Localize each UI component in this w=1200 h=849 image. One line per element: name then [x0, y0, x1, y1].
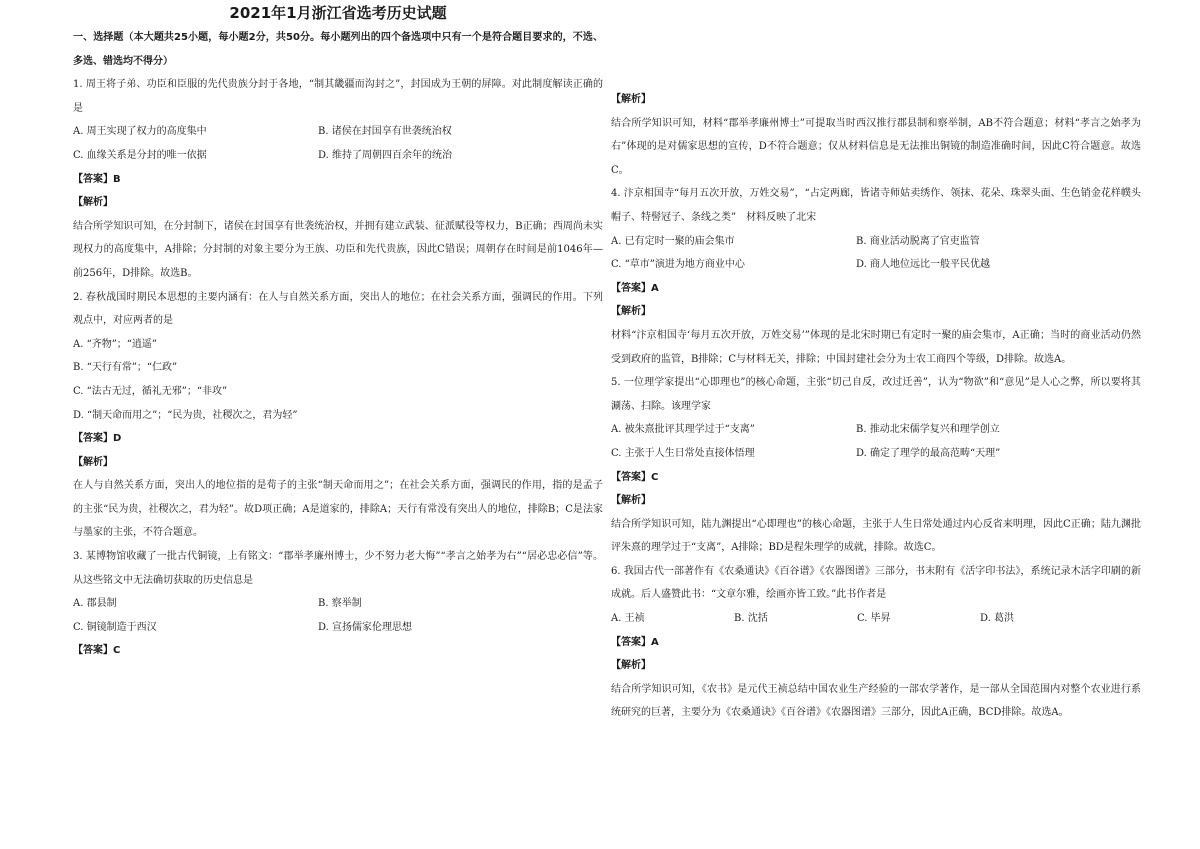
- q3-options-row1: [73, 592, 603, 616]
- q1-stem: 1. 周王将子弟、功臣和臣服的先代贵族分封于各地，“制其畿疆而沟封之”，封国成为王朝的屏障。对此制度解读正确的是: [73, 79, 603, 114]
- q1-options-row2: [73, 144, 603, 168]
- q1-option-c: C. 血缘关系是分封的唯一依据: [73, 149, 207, 161]
- q4-answer: 【答案】A: [611, 282, 659, 294]
- q3-option-b: B. 察举制: [318, 598, 362, 610]
- q2-option-b: B. “天行有常”；“仁政”: [73, 362, 178, 374]
- q4-option-d: D. 商人地位远比一般平民优越: [856, 259, 991, 271]
- q5-options-row1: [611, 418, 1141, 442]
- q3-options-row2: [73, 616, 603, 640]
- q6-answer: 【答案】A: [611, 636, 659, 648]
- q4-options-row1: [611, 230, 1141, 254]
- right-column: [611, 0, 1141, 725]
- q5-option-d: D. 确定了理学的最高范畴“天理”: [856, 447, 1001, 459]
- q3-option-d: D. 宣扬儒家伦理思想: [318, 621, 413, 633]
- q6-analysis: 结合所学知识可知，《农书》是元代王祯总结中国农业生产经验的一部农学著作，是一部从全国范围内对整个农业进行系统研究的巨著，主要分为《农桑通诀》《百谷谱》《农器图谱》三部分，因此A正确，BCD排除。故选A。: [611, 683, 1141, 719]
- q5-option-c: C. 主张于人生日常处直接体悟理: [611, 447, 755, 459]
- q1-option-d: D. 维持了周朝四百余年的统治: [318, 149, 453, 161]
- q2-analysis: 在人与自然关系方面，突出人的地位指的是荀子的主张“制天命而用之”；在社会关系方面，强调民的作用，指的是孟子的主张“民为贵，社稷次之，君为轻”。故D项正确；A是道家的，排除A；天行有常没有突出人的地位，排除B；C是法家与墨家的主张，不符合题意。: [73, 480, 603, 539]
- q3-stem: 3. 某博物馆收藏了一批古代铜镜，上有铭文：“郡举孝廉州博士，少不努力老大悔”“孝言之始孝为右”“居必忠必信”等。从这些铭文中无法确切获取的历史信息是: [73, 551, 603, 586]
- q5-analysis: 结合所学知识可知，陆九渊提出“心即理也”的核心命题，主张于人生日常处通过内心反省来明理，因此C正确；陆九渊批评朱熹的理学过于“支离”，A排除；BD是程朱理学的成就，排除。故选C。: [611, 518, 1141, 554]
- left-column: [73, 0, 603, 663]
- q5-options-row2: [611, 442, 1141, 466]
- q4-option-c: C. “草市”演进为地方商业中心: [611, 259, 745, 271]
- q6-options-row: [611, 607, 1141, 631]
- q6-stem: 6. 我国古代一部著作有《农桑通诀》《百谷谱》《农器图谱》三部分，书末附有《活字印书法》，系统记录木活字印刷的新成就。后人盛赞此书：“文章尔雅，绘画亦皆工致。”此书作者是: [611, 565, 1141, 601]
- q2-answer: 【答案】D: [73, 433, 122, 445]
- q4-analysis-label: 【解析】: [611, 306, 651, 318]
- q1-analysis: 结合所学知识可知，在分封制下，诸侯在封国享有世袭统治权，并拥有建立武装、征派赋役等权力，B正确；西周尚未实现权力的高度集中，A排除；分封制的对象主要分为王族、功臣和先代贵族，因此C错误；周朝存在时间是前1046年—前256年，D排除。故选B。: [73, 220, 603, 279]
- q5-stem: 5. 一位理学家提出“心即理也”的核心命题，主张“切己自反，改过迁善”，认为“物欲”和“意见”是人心之弊，所以要将其涮荡、扫除。该理学家: [611, 377, 1141, 412]
- q1-option-b: B. 诸侯在封国享有世袭统治权: [318, 126, 452, 138]
- q5-option-a: A. 被朱熹批评其理学过于“支离”: [611, 424, 755, 436]
- page-title: 2021年1月浙江省选考历史试题: [229, 4, 447, 22]
- q3-analysis: 结合所学知识可知，材料“郡举孝廉州博士”可提取当时西汉推行郡县制和察举制，AB不符合题意；材料“孝言之始孝为右”体现的是对儒家思想的宣传，D不符合题意；仅从材料信息是无法推出铜镜的制造准确时间，因此C符合题意。故选C。: [611, 117, 1141, 176]
- q2-stem: 2. 春秋战国时期民本思想的主要内涵有：在人与自然关系方面，突出人的地位；在社会关系方面，强调民的作用。下列观点中，对应两者的是: [73, 291, 603, 327]
- q5-option-b: B. 推动北宋儒学复兴和理学创立: [856, 424, 1000, 436]
- q3-analysis-label: 【解析】: [611, 94, 651, 105]
- q6-option-d: D. 葛洪: [980, 613, 1015, 625]
- section-heading: 一、选择题（本大题共25小题，每小题2分，共50分。每小题列出的四个备选项中只有一个是符合题目要求的，不选、多选、错选均不得分）: [73, 32, 603, 67]
- q4-option-b: B. 商业活动脱离了官吏监管: [856, 235, 980, 247]
- q6-option-a: A. 王祯: [611, 613, 645, 625]
- q2-option-a: A. “齐物”；“逍遥”: [73, 338, 158, 350]
- q2-option-d: D. “制天命而用之”；“民为贵，社稷次之，君为轻”: [73, 409, 298, 421]
- q3-answer: 【答案】C: [73, 645, 121, 657]
- q4-options-row2: [611, 253, 1141, 277]
- q2-option-c: C. “法古无过，循礼无邪”；“非攻”: [73, 385, 228, 397]
- q3-option-c: C. 铜镜制造于西汉: [73, 621, 157, 633]
- q1-analysis-label: 【解析】: [73, 197, 113, 209]
- q3-option-a: A. 郡县制: [73, 598, 117, 610]
- q4-option-a: A. 已有定时一聚的庙会集市: [611, 235, 735, 247]
- q1-answer: 【答案】B: [73, 173, 121, 185]
- q5-analysis-label: 【解析】: [611, 495, 651, 507]
- q5-answer: 【答案】C: [611, 471, 659, 483]
- q1-options-row1: [73, 120, 603, 144]
- q2-analysis-label: 【解析】: [73, 456, 113, 468]
- q4-analysis: 材料“汴京相国寺‘每月五次开放，万姓交易’”体现的是北宋时期已有定时一聚的庙会集市，A正确；当时的商业活动仍然受到政府的监管，B排除；C与材料无关，排除；中国封建社会分为士农工商四个等级，D排除。故选A。: [611, 329, 1141, 365]
- q1-option-a: A. 周王实现了权力的高度集中: [73, 126, 207, 138]
- q4-stem: 4. 汴京相国寺“每月五次开放，万姓交易”，“占定两廊，皆诸寺师姑卖绣作、领抹、花朵、珠翠头面、生色销金花样幞头帽子、特髻冠子、条线之类” 材料反映了北宋: [611, 188, 1141, 223]
- q6-option-c: C. 毕昇: [857, 613, 891, 625]
- q6-analysis-label: 【解析】: [611, 660, 651, 672]
- q6-option-b: B. 沈括: [734, 613, 768, 625]
